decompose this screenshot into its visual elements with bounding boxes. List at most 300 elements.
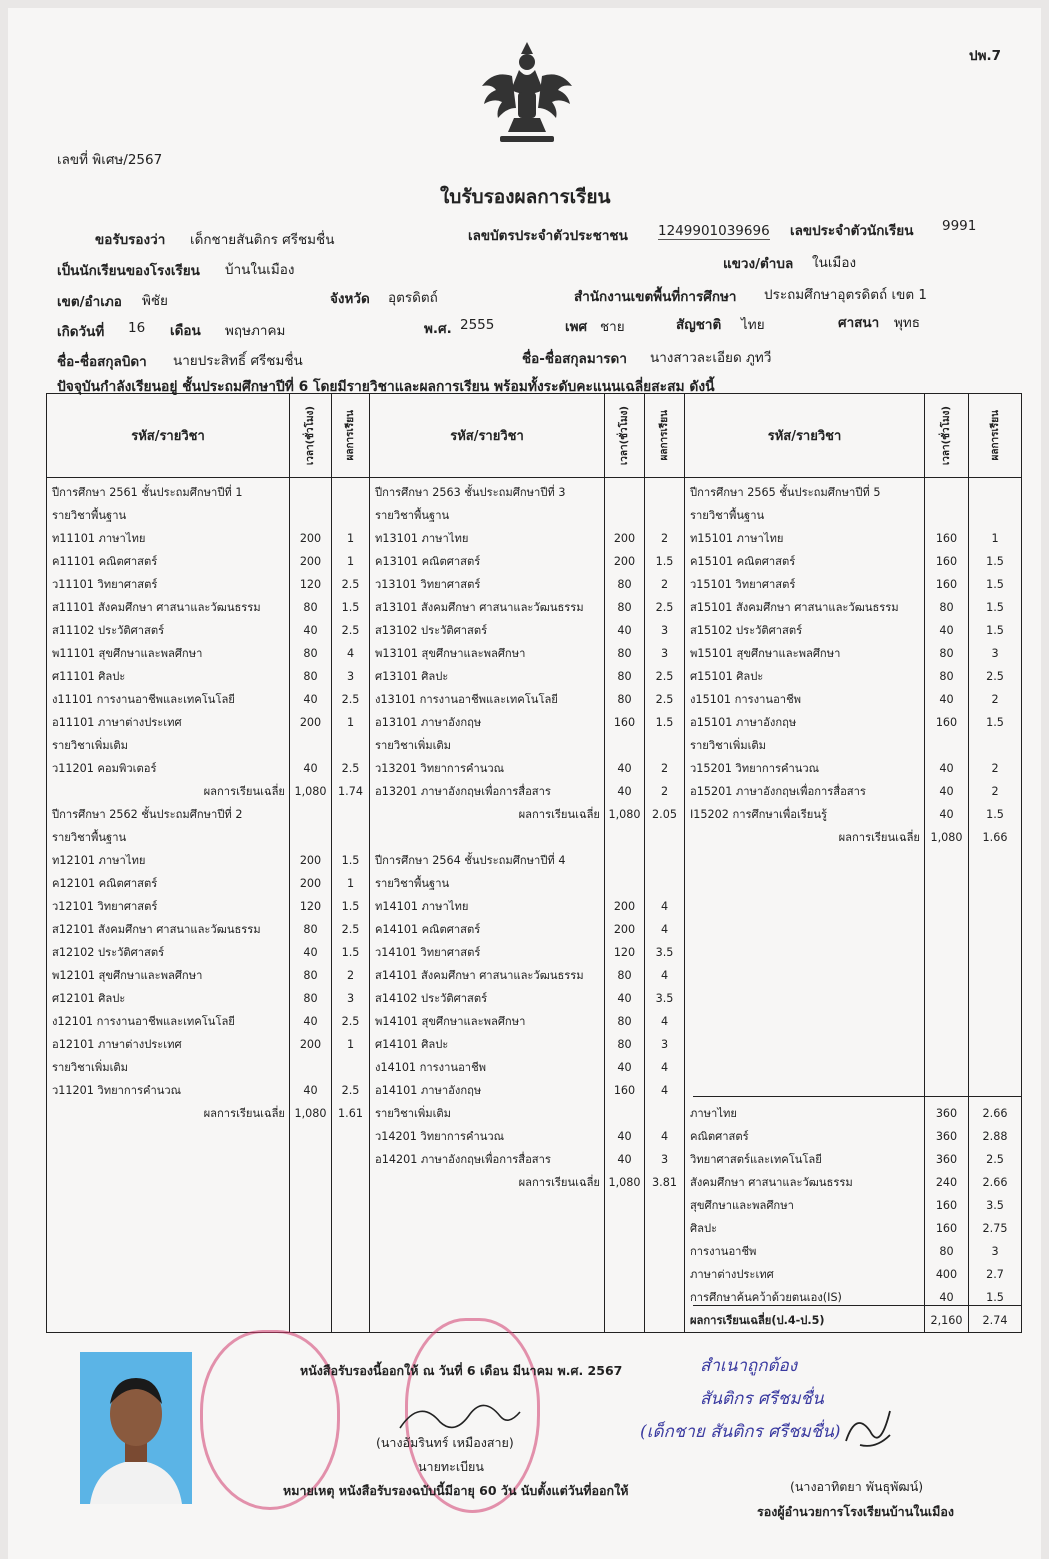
subject-row: ค14101 คณิตศาสตร์: [375, 923, 481, 936]
mother-name: นางสาวละเอียด ภูทวี: [650, 350, 772, 366]
subject-row: รายวิชาเพิ่มเติม: [375, 1107, 452, 1120]
hours-value: 80: [303, 670, 318, 683]
grade-value: 2.5: [341, 923, 360, 936]
subject-row: อ12101 ภาษาต่างประเทศ: [52, 1038, 182, 1051]
summary-grade: 3: [991, 1245, 999, 1258]
hours-value: 80: [939, 647, 954, 660]
deputy-title: รองผู้อำนวยการโรงเรียนบ้านในเมือง: [757, 1504, 955, 1519]
grade-value: 3: [660, 1153, 669, 1166]
subject-row: I15202 การศึกษาเพื่อเรียนรู้: [690, 808, 828, 821]
hours-value: 200: [299, 854, 322, 867]
hours-value: 40: [617, 1153, 632, 1166]
subject-row: ว11101 วิทยาศาสตร์: [52, 578, 158, 591]
hours-value: 80: [617, 1015, 632, 1028]
hours-value: 160: [935, 578, 958, 591]
summary-hours: 360: [935, 1107, 958, 1120]
hours-value: 40: [939, 762, 954, 775]
summary-hours: 240: [935, 1176, 958, 1189]
summary-total-label: ผลการเรียนเฉลี่ย(ป.4-ป.5): [690, 1314, 825, 1327]
grade-value: 4: [660, 900, 669, 913]
summary-grade: 1.5: [986, 1291, 1004, 1304]
handwriting-student-full: (เด็กชาย สันติกร ศรีชมชื่น): [640, 1422, 841, 1442]
grade-value: [969, 735, 1021, 757]
grade-value: 3.5: [655, 946, 674, 959]
hours-value: [290, 1057, 331, 1079]
grade-value: [645, 850, 684, 872]
subject-row: ศ11101 ศิลปะ: [52, 670, 126, 683]
birth-day: 16: [128, 320, 146, 336]
id-card-number: 1249901039696: [658, 223, 770, 239]
subject-row: พ14101 สุขศึกษาและพลศึกษา: [375, 1015, 526, 1028]
summary-total-hours: 2,160: [930, 1314, 963, 1327]
certify-label: ขอรับรองว่า: [95, 232, 166, 248]
subject-row: ท14101 ภาษาไทย: [375, 900, 469, 913]
validity-note: หมายเหตุ หนังสือรับรองฉบับนี้มีอายุ 60 วัน นับตั้งแต่วันที่ออกให้: [283, 1483, 629, 1498]
subject-row: [375, 827, 600, 849]
subject-row: พ12101 สุขศึกษาและพลศึกษา: [52, 969, 203, 982]
grade-value: 1.5: [986, 716, 1004, 729]
grade-value: [645, 505, 684, 527]
subject-row: ว11201 คอมพิวเตอร์: [52, 762, 157, 775]
hours-value: 80: [303, 992, 318, 1005]
hours-value: 160: [613, 1084, 636, 1097]
average-label: ผลการเรียนเฉลี่ย: [203, 785, 285, 798]
summary-subject: คณิตศาสตร์: [690, 1130, 749, 1143]
result-header: ผลการเรียน: [345, 410, 356, 461]
school-label: เป็นนักเรียนของโรงเรียน: [57, 263, 200, 279]
hours-value: 80: [303, 601, 318, 614]
summary-top-border: [693, 1096, 1021, 1097]
subject-row: ว12101 วิทยาศาสตร์: [52, 900, 158, 913]
column-2-grades: [645, 478, 684, 1332]
hours-value: 40: [303, 762, 318, 775]
student-photo: [80, 1352, 192, 1504]
grade-value: 3: [660, 647, 669, 660]
grade-value: 2: [991, 785, 999, 798]
result-header: ผลการเรียน: [659, 410, 670, 461]
registrar-title: นายทะเบียน: [418, 1459, 484, 1474]
grade-value: 1: [346, 532, 355, 545]
summary-hours: 360: [935, 1153, 958, 1166]
grade-value: 1.61: [338, 1107, 363, 1120]
subject-row: ค12101 คณิตศาสตร์: [52, 877, 158, 890]
hours-value: 80: [617, 601, 632, 614]
hours-value: 80: [939, 601, 954, 614]
subject-row: รายวิชาพื้นฐาน: [690, 509, 765, 522]
average-label: ผลการเรียนเฉลี่ย: [838, 831, 920, 844]
grade-value: 2.5: [341, 762, 360, 775]
subject-row: รายวิชาพื้นฐาน: [52, 509, 127, 522]
hours-value: 80: [617, 670, 632, 683]
hours-value: 200: [299, 555, 322, 568]
subject-row: ง15101 การงานอาชีพ: [690, 693, 802, 706]
hours-value: 160: [935, 532, 958, 545]
student-portrait-icon: [80, 1352, 192, 1504]
hours-value: [290, 827, 331, 849]
father-name: นายประสิทธิ์ ศรีชมชื่น: [173, 353, 303, 369]
subject-row: ท12101 ภาษาไทย: [52, 854, 146, 867]
registrar-signature-icon: [395, 1398, 525, 1438]
grade-value: 2: [991, 762, 999, 775]
hours-value: [290, 735, 331, 757]
hours-value: [925, 505, 968, 527]
hours-value: 160: [935, 555, 958, 568]
grade-value: 4: [660, 1130, 669, 1143]
grade-value: 4: [346, 647, 355, 660]
hours-value: 1,080: [294, 785, 327, 798]
grade-value: 3: [346, 992, 355, 1005]
grade-value: 1.5: [986, 578, 1004, 591]
student-no-label: เลขประจำตัวนักเรียน: [790, 223, 914, 239]
hours-value: 120: [613, 946, 636, 959]
grade-value: 2.5: [341, 578, 360, 591]
student-name: เด็กชายสันติกร ศรีชมชื่น: [190, 232, 335, 248]
subject-row: พ15101 สุขศึกษาและพลศึกษา: [690, 647, 841, 660]
summary-total-grade: 2.74: [982, 1314, 1008, 1327]
school-name: บ้านในเมือง: [225, 262, 295, 278]
grade-value: 1.5: [341, 900, 360, 913]
hours-value: [290, 482, 331, 504]
summary-hours: 360: [935, 1130, 958, 1143]
gender: ชาย: [600, 319, 625, 335]
grade-value: 3: [660, 624, 669, 637]
subject-header: รหัส/รายวิชา: [47, 394, 290, 478]
grade-value: 2.5: [986, 670, 1004, 683]
grade-value: 3: [660, 1038, 669, 1051]
hours-value: 1,080: [608, 1176, 641, 1189]
summary-grade: 3.5: [986, 1199, 1004, 1212]
subject-row: อ13201 ภาษาอังกฤษเพื่อการสื่อสาร: [375, 785, 551, 798]
subject-row: ศ14101 ศิลปะ: [375, 1038, 449, 1051]
subject-row: ท15101 ภาษาไทย: [690, 532, 784, 545]
grade-value: 2.5: [655, 670, 674, 683]
grade-value: 4: [660, 1084, 669, 1097]
birth-label: เกิดวันที่: [57, 324, 105, 340]
hours-value: [605, 1103, 644, 1125]
nationality: ไทย: [741, 317, 765, 333]
hours-value: 200: [613, 555, 636, 568]
grade-table: [46, 393, 1022, 1333]
subject-row: ศ13101 ศิลปะ: [375, 670, 449, 683]
hours-value: 80: [617, 969, 632, 982]
current-status: ปัจจุบันกำลังเรียนอยู่ ชั้นประถมศึกษาปีที่ 6 โดยมีรายวิชาและผลการเรียน พร้อมทั้งระดับคะแนนเฉลี่ยสะสม ดังนี้: [57, 379, 715, 395]
subject-row: ส11102 ประวัติศาสตร์: [52, 624, 165, 637]
grade-value: [332, 505, 369, 527]
district-label: เขต/อำเภอ: [57, 294, 122, 310]
hours-value: 1,080: [608, 808, 641, 821]
year-label: พ.ศ.: [424, 321, 452, 337]
grade-value: 1.5: [986, 624, 1004, 637]
hours-value: 80: [617, 647, 632, 660]
hours-value: 120: [299, 900, 322, 913]
hours-value: 80: [303, 969, 318, 982]
column-1-hours: [290, 478, 331, 1332]
form-code: ปพ.7: [969, 48, 1001, 64]
hours-value: 200: [613, 923, 636, 936]
summary-subject: สังคมศึกษา ศาสนาและวัฒนธรรม: [690, 1176, 853, 1189]
grade-value: [332, 482, 369, 504]
grade-value: 2: [991, 693, 999, 706]
subject-row: ส13101 สังคมศึกษา ศาสนาและวัฒนธรรม: [375, 601, 584, 614]
registrar-name: (นางอัมรินทร์ เหมืองสาย): [376, 1435, 514, 1450]
subject-row: ศ12101 ศิลปะ: [52, 992, 126, 1005]
subject-row: รายวิชาเพิ่มเติม: [52, 739, 129, 752]
birth-year: 2555: [460, 317, 495, 333]
grade-value: [645, 1103, 684, 1125]
grade-value: 3.81: [652, 1176, 677, 1189]
birth-month: พฤษภาคม: [225, 323, 286, 339]
subject-row: รายวิชาเพิ่มเติม: [375, 739, 452, 752]
hours-value: 40: [617, 785, 632, 798]
grade-value: 2: [660, 762, 669, 775]
summary-grade: 2.88: [982, 1130, 1008, 1143]
grade-value: 1.5: [986, 808, 1004, 821]
subject-row: ส12101 สังคมศึกษา ศาสนาและวัฒนธรรม: [52, 923, 261, 936]
summary-hours: 400: [935, 1268, 958, 1281]
garuda-emblem-icon: [478, 40, 576, 148]
average-label: ผลการเรียนเฉลี่ย: [518, 808, 600, 821]
summary-hours: 80: [939, 1245, 954, 1258]
subject-row: อ14201 ภาษาอังกฤษเพื่อการสื่อสาร: [375, 1153, 551, 1166]
subject-row: ปีการศึกษา 2562 ชั้นประถมศึกษาปีที่ 2: [52, 808, 243, 821]
column-1-grades: [332, 478, 369, 1332]
hours-value: 40: [617, 1130, 632, 1143]
hours-value: 40: [939, 808, 954, 821]
average-label: ผลการเรียนเฉลี่ย: [203, 1107, 285, 1120]
grade-value: 3.5: [655, 992, 674, 1005]
summary-grade: 2.5: [986, 1153, 1004, 1166]
subject-row: ว13101 วิทยาศาสตร์: [375, 578, 481, 591]
grade-value: 1.5: [986, 601, 1004, 614]
hours-value: 80: [617, 578, 632, 591]
hours-value: 200: [299, 716, 322, 729]
subject-row: อ15201 ภาษาอังกฤษเพื่อการสื่อสาร: [690, 785, 866, 798]
grade-value: [332, 827, 369, 849]
summary-total-border: [693, 1305, 1021, 1306]
summary-hours: 160: [935, 1222, 958, 1235]
subject-row: ค13101 คณิตศาสตร์: [375, 555, 481, 568]
grade-value: 1: [346, 877, 355, 890]
hours-value: 40: [617, 1061, 632, 1074]
grade-value: 2.5: [655, 601, 674, 614]
hours-value: 80: [939, 670, 954, 683]
subject-row: ศ15101 ศิลปะ: [690, 670, 764, 683]
hours-value: 40: [939, 693, 954, 706]
subject-row: ส12102 ประวัติศาสตร์: [52, 946, 165, 959]
grade-value: 1.5: [655, 716, 674, 729]
summary-subject: การศึกษาค้นคว้าด้วยตนเอง(IS): [690, 1291, 842, 1304]
subject-row: อ14101 ภาษาอังกฤษ: [375, 1084, 482, 1097]
hours-value: 160: [935, 716, 958, 729]
hours-value: 40: [303, 693, 318, 706]
deputy-name: (นางอาทิตยา พันธุพัฒน์): [790, 1479, 924, 1494]
document-number: เลขที่ พิเศษ/2567: [57, 152, 163, 168]
subject-row: อ13101 ภาษาอังกฤษ: [375, 716, 482, 729]
subject-row: ค15101 คณิตศาสตร์: [690, 555, 796, 568]
hours-value: [290, 505, 331, 527]
hours-value: 200: [299, 532, 322, 545]
average-label: ผลการเรียนเฉลี่ย: [518, 1176, 600, 1189]
subject-row: ปีการศึกษา 2563 ชั้นประถมศึกษาปีที่ 3: [375, 486, 566, 499]
summary-subject: การงานอาชีพ: [690, 1245, 757, 1258]
hours-value: [605, 482, 644, 504]
grade-value: 2: [346, 969, 355, 982]
column-3-hours: [925, 478, 968, 1332]
hours-header: เวลา(ชั่วโมง): [305, 405, 316, 466]
hours-value: 40: [617, 762, 632, 775]
hours-value: 200: [613, 900, 636, 913]
hours-value: 40: [939, 785, 954, 798]
grade-value: 1.5: [341, 854, 360, 867]
column-2-hours: [605, 478, 644, 1332]
grade-value: [332, 735, 369, 757]
summary-hours: 40: [939, 1291, 954, 1304]
summary-grade: 2.7: [986, 1268, 1004, 1281]
summary-grade: 2.66: [982, 1176, 1008, 1189]
subject-row: ง13101 การงานอาชีพและเทคโนโลยี: [375, 693, 558, 706]
grade-value: 4: [660, 1015, 669, 1028]
subject-row: ง11101 การงานอาชีพและเทคโนโลยี: [52, 693, 235, 706]
subject-row: ง12101 การงานอาชีพและเทคโนโลยี: [52, 1015, 235, 1028]
grade-value: [332, 1057, 369, 1079]
subject-row: รายวิชาพื้นฐาน: [375, 877, 450, 890]
summary-subject: สุขศึกษาและพลศึกษา: [690, 1199, 794, 1212]
hours-header: เวลา(ชั่วโมง): [619, 405, 630, 466]
gender-label: เพศ: [565, 319, 588, 335]
subject-row: พ11101 สุขศึกษาและพลศึกษา: [52, 647, 203, 660]
summary-hours: 160: [935, 1199, 958, 1212]
grade-value: [645, 482, 684, 504]
hours-value: 80: [303, 923, 318, 936]
subject-header: รหัส/รายวิชา: [685, 394, 925, 478]
hours-value: [290, 804, 331, 826]
grade-value: 2.5: [341, 693, 360, 706]
summary-subject: วิทยาศาสตร์และเทคโนโลยี: [690, 1153, 822, 1166]
subject-row: รายวิชาพื้นฐาน: [52, 831, 127, 844]
result-header: ผลการเรียน: [989, 410, 1001, 461]
hours-value: 40: [617, 992, 632, 1005]
id-card-label: เลขบัตรประจำตัวประชาชน: [468, 228, 628, 244]
district: พิชัย: [142, 293, 168, 309]
grade-value: 1: [991, 532, 999, 545]
summary-subject: ภาษาต่างประเทศ: [690, 1268, 774, 1281]
subject-row: ว15101 วิทยาศาสตร์: [690, 578, 796, 591]
hours-value: [605, 873, 644, 895]
grade-value: [645, 735, 684, 757]
subject-row: อ15101 ภาษาอังกฤษ: [690, 716, 797, 729]
subject-row: ว13201 วิทยาการคำนวณ: [375, 762, 505, 775]
subject-row: ส15101 สังคมศึกษา ศาสนาและวัฒนธรรม: [690, 601, 899, 614]
grade-value: 4: [660, 923, 669, 936]
hours-value: [605, 505, 644, 527]
grade-value: 2: [660, 578, 669, 591]
summary-grade: 2.66: [982, 1107, 1008, 1120]
grade-value: 1.5: [341, 946, 360, 959]
summary-subject: ภาษาไทย: [690, 1107, 737, 1120]
hours-value: 40: [303, 1084, 318, 1097]
grade-value: 3: [991, 647, 999, 660]
month-label: เดือน: [170, 323, 201, 339]
hours-value: [605, 735, 644, 757]
mother-label: ชื่อ-ชื่อสกุลมารดา: [522, 351, 627, 367]
subject-row: ส14101 สังคมศึกษา ศาสนาและวัฒนธรรม: [375, 969, 584, 982]
grade-value: [645, 873, 684, 895]
province-label: จังหวัด: [330, 291, 370, 307]
subject-row: ส15102 ประวัติศาสตร์: [690, 624, 803, 637]
religion-label: ศาสนา: [838, 315, 880, 331]
grade-value: 3: [346, 670, 355, 683]
grade-value: 1: [346, 555, 355, 568]
subject-row: ส13102 ประวัติศาสตร์: [375, 624, 488, 637]
subject-row: ท11101 ภาษาไทย: [52, 532, 146, 545]
grade-value: 1.5: [655, 555, 674, 568]
nationality-label: สัญชาติ: [676, 317, 722, 333]
grade-value: [332, 804, 369, 826]
column-2-subjects: [370, 478, 604, 1332]
summary-grade: 2.75: [982, 1222, 1008, 1235]
subject-row: ว15201 วิทยาการคำนวณ: [690, 762, 820, 775]
page-title: ใบรับรองผลการเรียน: [440, 186, 611, 208]
hours-value: 40: [617, 624, 632, 637]
province: อุตรดิตถ์: [388, 290, 438, 306]
grade-value: 4: [660, 969, 669, 982]
hours-value: 120: [299, 578, 322, 591]
hours-value: 1,080: [930, 831, 963, 844]
deputy-signature-icon: [840, 1405, 900, 1455]
area-office-label: สำนักงานเขตพื้นที่การศึกษา: [574, 289, 737, 305]
subject-row: ว14101 วิทยาศาสตร์: [375, 946, 481, 959]
grade-value: 1: [346, 1038, 355, 1051]
subject-row: รายวิชาพื้นฐาน: [375, 509, 450, 522]
hours-value: 200: [613, 532, 636, 545]
hours-value: 160: [613, 716, 636, 729]
grade-value: [645, 827, 684, 849]
subject-row: ส11101 สังคมศึกษา ศาสนาและวัฒนธรรม: [52, 601, 261, 614]
subject-row: ว11201 วิทยาการคำนวณ: [52, 1084, 182, 1097]
subject-row: ว14201 วิทยาการคำนวณ: [375, 1130, 505, 1143]
hours-value: 40: [303, 946, 318, 959]
grade-value: 1.5: [341, 601, 360, 614]
hours-value: 80: [617, 1038, 632, 1051]
grade-value: 2.5: [341, 1015, 360, 1028]
hours-value: 40: [303, 1015, 318, 1028]
hours-value: 1,080: [294, 1107, 327, 1120]
grade-value: 2.5: [341, 624, 360, 637]
hours-value: [605, 827, 644, 849]
hours-value: 200: [299, 877, 322, 890]
column-3-grades: [969, 478, 1021, 1332]
hours-value: 40: [939, 624, 954, 637]
handwriting-student-name: สันติกร ศรีชมชื่น: [700, 1389, 824, 1409]
subject-row: ปีการศึกษา 2564 ชั้นประถมศึกษาปีที่ 4: [375, 854, 566, 867]
hours-value: [605, 850, 644, 872]
grade-value: 2.5: [655, 693, 674, 706]
father-label: ชื่อ-ชื่อสกุลบิดา: [57, 354, 147, 370]
grade-value: 2.05: [652, 808, 677, 821]
subject-row: ง14101 การงานอาชีพ: [375, 1061, 487, 1074]
subdistrict: ในเมือง: [812, 255, 857, 271]
grade-value: 1.5: [986, 555, 1004, 568]
subject-row: ปีการศึกษา 2561 ชั้นประถมศึกษาปีที่ 1: [52, 486, 243, 499]
subject-row: ค11101 คณิตศาสตร์: [52, 555, 158, 568]
area-office: ประถมศึกษาอุตรดิตถ์ เขต 1: [764, 287, 927, 303]
issued-statement: หนังสือรับรองนี้ออกให้ ณ วันที่ 6 เดือน มีนาคม พ.ศ. 2567: [300, 1363, 623, 1378]
grade-value: [969, 482, 1021, 504]
subject-row: ท13101 ภาษาไทย: [375, 532, 469, 545]
grade-value: 1.74: [338, 785, 363, 798]
hours-value: 80: [303, 647, 318, 660]
grade-value: 1.66: [982, 831, 1008, 844]
